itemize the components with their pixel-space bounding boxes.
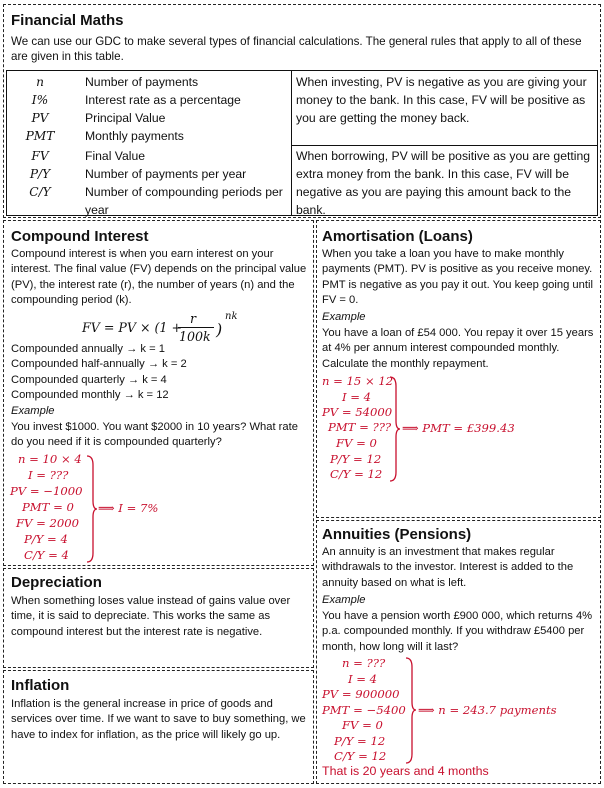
compound-brace-icon xyxy=(86,455,98,563)
variable-symbol: P/Y xyxy=(29,167,51,181)
working-line: FV = 2000 xyxy=(16,516,80,530)
annuities-brace-icon xyxy=(405,657,417,764)
variable-desc: Number of payments per year xyxy=(85,167,247,181)
variables-table xyxy=(6,70,598,216)
period-half-annually: Compounded half-annually → k = 2 xyxy=(11,358,187,371)
financial-maths-intro: We can use our GDC to make several types of financial calculations. The general rules that apply to all of these are given in this table. xyxy=(11,35,582,64)
variable-row xyxy=(7,73,292,91)
formula-exponent: nk xyxy=(225,311,238,322)
period-list xyxy=(11,342,309,404)
working-line: P/Y = 12 xyxy=(334,734,386,748)
variable-row xyxy=(7,109,292,127)
working-line: PV = 54000 xyxy=(322,405,393,419)
formula-denominator: 100k xyxy=(179,329,211,344)
working-line: P/Y = 4 xyxy=(24,532,68,546)
variable-symbol: FV xyxy=(31,149,49,163)
formula-numerator: r xyxy=(190,311,197,326)
variable-row xyxy=(7,183,292,217)
compound-interest-title: Compound Interest xyxy=(11,228,149,245)
annuities-conclusion: That is 20 years and 4 months xyxy=(322,764,489,778)
working-line: PV = 900000 xyxy=(322,687,400,701)
investing-note: When investing, PV is negative as you are giving your money to the bank. In this case, FV will be positive as you are getting the money back. xyxy=(296,75,587,125)
table-divider xyxy=(292,145,597,146)
variable-symbol: PV xyxy=(31,111,49,125)
working-line: n = 15 × 12 xyxy=(322,374,394,388)
variable-symbol: I% xyxy=(31,93,49,107)
amortisation-example-label: Example xyxy=(322,311,366,323)
annuities-title: Annuities (Pensions) xyxy=(322,526,472,543)
annuities-example-text: You have a pension worth £900 000, which returns 4% p.a. compounded monthly. If you withdraw £5400 per month, how long will it last? xyxy=(322,610,593,653)
variable-desc: Number of payments xyxy=(85,75,199,89)
variable-symbol: n xyxy=(36,75,44,89)
formula-lhs: FV = PV × (1 + xyxy=(82,320,182,335)
working-line: n = ??? xyxy=(342,656,386,670)
period-quarterly: Compounded quarterly → k = 4 xyxy=(11,373,167,386)
compound-example-text: You invest $1000. You want $2000 in 10 years? What rate do you need if it is compounded quarterly? xyxy=(11,421,298,449)
financial-maths-title: Financial Maths xyxy=(11,12,124,29)
inflation-body: Inflation is the general increase in price of goods and services over time. If we want to save to buy something, we have to index for inflation, as the price will likely go up. xyxy=(11,698,306,741)
variable-row xyxy=(7,127,292,145)
variable-desc: Number of compounding periods per year xyxy=(85,185,283,217)
working-line: PMT = −5400 xyxy=(322,703,406,717)
borrowing-note: When borrowing, PV will be positive as you are getting extra money from the bank. In this case, FV will be negative as you are paying this amount back to the bank. xyxy=(296,149,591,217)
compound-interest-body: Compound interest is when you earn interest on your interest. The final value (FV) depends on the principal value (PV), the interest rate (r), the number of years (n) and the compounding period (k). xyxy=(11,248,307,307)
period-monthly: Compounded monthly → k = 12 xyxy=(11,389,169,402)
amortisation-brace-icon xyxy=(389,376,401,482)
working-line: FV = 0 xyxy=(342,718,383,732)
amortisation-body: When you take a loan you have to make monthly payments (PMT). PV is positive as you receive money. PMT is negative as you pay it out. You keep going until FV = 0. xyxy=(322,248,593,307)
variable-list xyxy=(7,71,292,215)
variable-row xyxy=(7,165,292,183)
variable-row xyxy=(7,91,292,109)
working-line: C/Y = 12 xyxy=(334,749,387,763)
working-line: PMT = 0 xyxy=(22,500,74,514)
working-line: n = 10 × 4 xyxy=(18,452,82,466)
variable-desc: Monthly payments xyxy=(85,129,184,143)
variable-desc: Interest rate as a percentage xyxy=(85,93,241,107)
depreciation-body: When something loses value instead of gains value over time, it is said to depreciate. This works the same as compound interest but the interest rate is negative. xyxy=(11,595,291,638)
compound-result: ⟹ I = 7% xyxy=(98,501,159,515)
formula-rhs: ) xyxy=(216,320,223,339)
compound-example-label: Example xyxy=(11,405,55,417)
amortisation-result: ⟹ PMT = £399.43 xyxy=(402,421,515,435)
period-annually: Compounded annually → k = 1 xyxy=(11,343,165,355)
working-line: P/Y = 12 xyxy=(330,452,382,466)
amortisation-title: Amortisation (Loans) xyxy=(322,228,473,245)
annuities-example-label: Example xyxy=(322,594,366,606)
annuities-result: ⟹ n = 243.7 payments xyxy=(418,703,557,717)
working-line: I = 4 xyxy=(342,390,372,404)
working-line: FV = 0 xyxy=(336,436,377,450)
formula-fraction-bar xyxy=(178,327,214,328)
working-line: C/Y = 4 xyxy=(24,548,69,562)
working-line: PMT = ??? xyxy=(328,420,392,434)
working-line: C/Y = 12 xyxy=(330,467,383,481)
working-line: I = 4 xyxy=(348,672,378,686)
annuities-body: An annuity is an investment that makes regular withdrawals to the investor. Interest is added to the annuity based on what is left. xyxy=(322,546,574,589)
depreciation-title: Depreciation xyxy=(11,574,102,591)
working-line: PV = −1000 xyxy=(10,484,83,498)
variable-symbol: C/Y xyxy=(29,185,51,199)
inflation-title: Inflation xyxy=(11,677,70,694)
variable-row xyxy=(7,147,292,165)
amortisation-example-text: You have a loan of £54 000. You repay it over 15 years at 4% per annum interest compounded monthly. Calculate the monthly repayment. xyxy=(322,327,594,370)
working-line: I = ??? xyxy=(28,468,69,482)
variable-symbol: PMT xyxy=(25,129,55,143)
variable-desc: Principal Value xyxy=(85,111,166,125)
variable-desc: Final Value xyxy=(85,149,146,163)
